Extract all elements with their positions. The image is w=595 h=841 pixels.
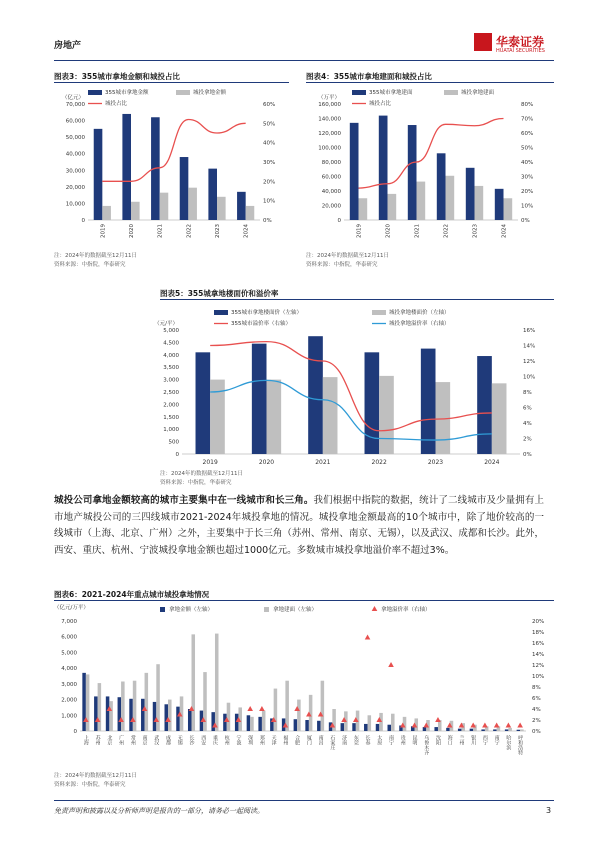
bar — [508, 728, 512, 731]
y-right-tick: 50% — [521, 145, 534, 152]
bar — [160, 193, 169, 220]
x-tick: 北京 — [106, 735, 113, 745]
bar — [252, 344, 267, 454]
y-left-tick: 0 — [81, 218, 85, 224]
bar — [434, 727, 438, 731]
bar — [188, 188, 197, 220]
x-tick: 无锡 — [176, 735, 183, 745]
x-tick: 哈尔滨 — [505, 735, 512, 750]
bar — [493, 729, 497, 731]
y-left-tick: 2,000 — [163, 402, 179, 409]
x-tick: 2023 — [215, 224, 221, 238]
sector-label: 房地产 — [54, 41, 82, 51]
bar — [129, 699, 133, 731]
bar — [237, 192, 246, 220]
bar — [250, 717, 254, 731]
legend-label: 拿地金额（左轴） — [169, 607, 214, 613]
x-tick: 2022 — [371, 459, 387, 466]
legend-swatch — [88, 90, 102, 95]
bar — [350, 123, 359, 220]
y-left-tick: 3,500 — [163, 365, 179, 372]
y-right-tick: 0% — [523, 452, 532, 458]
bar — [391, 714, 395, 731]
y-left-tick: 1,500 — [163, 414, 179, 421]
bar — [376, 724, 380, 731]
x-tick: 成都 — [165, 735, 172, 745]
y-right-tick: 60% — [263, 102, 276, 108]
legend-label: 355城市拿地楼面价（左轴） — [231, 310, 302, 316]
bar — [168, 700, 172, 731]
legend-swatch — [160, 607, 165, 612]
y-right-tick: 10% — [521, 203, 534, 210]
y-left-tick: 2,000 — [61, 697, 77, 704]
legend-swatch — [176, 90, 190, 95]
legend-swatch — [214, 310, 228, 315]
legend-label: 城投占比 — [369, 101, 392, 107]
y-right-tick: 60% — [521, 131, 534, 137]
y-right-tick: 40% — [521, 160, 534, 166]
bar — [305, 720, 309, 731]
bar — [153, 702, 157, 731]
legend-label: 355城市拿地建面 — [369, 90, 413, 96]
legend-label: 城投拿地金额 — [193, 90, 227, 96]
bar — [321, 681, 325, 731]
legend-label: 城投拿地建面 — [461, 90, 495, 96]
bar — [94, 696, 98, 731]
x-tick: 2022 — [186, 224, 193, 238]
bar — [417, 182, 426, 220]
y-right-tick: 14% — [532, 652, 545, 658]
bar — [82, 673, 86, 731]
y-right-tick: 0% — [532, 729, 541, 735]
y-left-tick: 80,000 — [321, 160, 341, 166]
bar — [145, 673, 149, 731]
legend-label: 城投拿地溢价率（右轴） — [389, 321, 450, 327]
y-right-tick: 10% — [532, 674, 545, 680]
unit-label: （万平） — [317, 95, 340, 101]
brand-logo — [474, 33, 558, 57]
legend-swatch — [372, 310, 386, 315]
bar — [423, 727, 427, 731]
x-tick: 南京 — [141, 735, 148, 745]
bar — [475, 186, 484, 220]
y-right-tick: 40% — [263, 140, 276, 147]
bar — [477, 356, 492, 454]
y-right-tick: 10% — [523, 374, 536, 381]
y-left-tick: 10,000 — [65, 201, 85, 208]
scatter-point — [247, 706, 253, 711]
bar — [86, 674, 90, 731]
x-tick: 西宁 — [481, 735, 488, 745]
y-left-tick: 40,000 — [65, 151, 85, 158]
unit-label: （亿元/万平） — [54, 605, 89, 611]
bar — [470, 729, 474, 731]
bar — [131, 202, 140, 220]
x-tick: 贵州 — [399, 735, 406, 745]
bar — [235, 714, 239, 731]
bar — [520, 729, 524, 731]
bar — [446, 176, 455, 220]
scatter-point — [435, 717, 441, 722]
bar — [217, 197, 226, 220]
x-tick: 广州 — [118, 735, 125, 745]
x-tick: 2020 — [385, 224, 392, 238]
bar — [446, 728, 450, 731]
y-right-tick: 12% — [532, 663, 545, 669]
fig6-note: 注：2024年的数据截至12月11日 — [54, 773, 137, 779]
x-tick: 南昌 — [317, 735, 324, 745]
bar — [109, 701, 113, 731]
y-right-tick: 10% — [263, 198, 276, 205]
x-tick: 合肥 — [294, 735, 301, 745]
legend-label: 355城市拿地金额 — [105, 90, 149, 96]
y-left-tick: 3,000 — [61, 681, 77, 688]
y-left-tick: 1,000 — [163, 427, 179, 434]
x-tick: 2019 — [202, 459, 218, 466]
y-left-tick: 160,000 — [318, 102, 341, 108]
fig4-chart — [306, 84, 554, 250]
legend-swatch — [372, 606, 378, 611]
legend-label: 拿地溢价率（右轴） — [381, 607, 431, 613]
bar — [421, 349, 436, 454]
x-tick: 苏州 — [94, 735, 101, 745]
x-tick: 2024 — [243, 224, 250, 238]
bar — [458, 729, 462, 731]
x-tick: 长沙 — [188, 735, 195, 745]
x-tick: 武汉 — [153, 735, 160, 745]
y-left-tick: 0 — [73, 729, 77, 735]
bar — [227, 703, 231, 731]
bar — [215, 634, 219, 731]
x-tick: 2023 — [427, 459, 444, 466]
x-tick: 2021 — [315, 459, 331, 466]
bar — [267, 380, 282, 454]
bar — [141, 699, 145, 731]
bar — [223, 714, 227, 731]
bar — [203, 672, 207, 731]
bar — [492, 383, 507, 454]
x-tick: 深圳 — [247, 735, 254, 745]
legend-swatch — [352, 90, 366, 95]
y-left-tick: 7,000 — [61, 619, 77, 625]
bar — [196, 352, 211, 454]
fig5-note: 注：2024年的数据截至12月11日 — [160, 471, 243, 477]
y-left-tick: 5,000 — [61, 650, 77, 657]
bar — [208, 169, 217, 220]
x-tick: 2019 — [100, 224, 107, 238]
x-tick: 2020 — [258, 459, 275, 466]
y-left-tick: 500 — [168, 439, 179, 446]
y-right-tick: 80% — [521, 102, 534, 108]
y-left-tick: 4,500 — [163, 340, 179, 347]
x-tick: 2021 — [157, 224, 164, 238]
x-tick: 东莞 — [352, 735, 359, 745]
y-right-tick: 14% — [523, 343, 536, 350]
y-right-tick: 6% — [523, 405, 532, 412]
bar — [437, 153, 446, 220]
y-left-tick: 40,000 — [321, 189, 341, 195]
bar — [341, 723, 345, 731]
y-left-tick: 100,000 — [318, 145, 341, 152]
brand-name: 华泰证券 — [496, 35, 545, 49]
y-left-tick: 3,000 — [163, 377, 179, 384]
x-tick: 呼和浩特 — [517, 735, 524, 755]
bar — [364, 724, 368, 731]
bar — [188, 709, 192, 731]
x-tick: 2019 — [356, 224, 363, 238]
bar — [98, 683, 102, 731]
fig5-chart — [150, 300, 554, 468]
bar — [481, 729, 485, 731]
x-tick: 天津 — [270, 735, 277, 745]
bar — [180, 157, 189, 220]
bar — [359, 198, 368, 220]
y-right-tick: 4% — [532, 707, 541, 713]
brand-mark-icon — [474, 33, 492, 51]
scatter-point — [365, 635, 371, 640]
bar — [258, 717, 262, 731]
bar — [294, 719, 298, 731]
fig4-rule — [306, 82, 554, 83]
bar — [274, 689, 278, 731]
x-tick: 2024 — [501, 224, 508, 238]
bar — [317, 721, 321, 731]
body-paragraph — [54, 493, 544, 559]
fig5-title: 图表5：355城拿地楼面价和溢价率 — [160, 289, 279, 298]
y-right-tick: 16% — [532, 641, 545, 647]
fig5-source: 资料来源：中指院，华泰研究 — [160, 480, 232, 486]
fig3-note: 注：2024年的数据截至12月11日 — [54, 253, 137, 259]
x-tick: 石家庄 — [329, 735, 336, 750]
x-tick: 2020 — [129, 224, 135, 238]
y-left-tick: 60,000 — [321, 174, 341, 181]
legend-label: 城投占比 — [105, 101, 128, 107]
y-left-tick: 60,000 — [65, 118, 85, 125]
x-tick: 2024 — [484, 459, 500, 466]
scatter-point — [259, 706, 265, 711]
y-left-tick: 6,000 — [61, 634, 77, 641]
y-right-tick: 70% — [521, 116, 534, 123]
bar — [505, 729, 509, 731]
x-tick: 福州 — [282, 735, 289, 745]
bar — [379, 116, 388, 220]
y-right-tick: 20% — [263, 179, 276, 186]
y-right-tick: 18% — [532, 630, 545, 636]
x-tick: 海口 — [446, 735, 453, 745]
y-right-tick: 8% — [532, 685, 541, 691]
brand-name-en: HUATAI SECURITIES — [496, 48, 545, 54]
y-left-tick: 30,000 — [65, 168, 85, 175]
x-tick: 银川 — [470, 735, 477, 745]
bar — [408, 125, 417, 220]
y-right-tick: 20% — [532, 619, 545, 625]
bar — [247, 715, 251, 731]
bar — [379, 376, 394, 454]
y-left-tick: 2,500 — [163, 390, 179, 396]
x-tick: 乌鲁木齐 — [423, 735, 430, 755]
fig4-note: 注：2024年的数据截至12月11日 — [306, 253, 389, 259]
bar — [352, 723, 356, 731]
y-right-tick: 4% — [523, 421, 532, 427]
y-left-tick: 20,000 — [321, 203, 341, 210]
bar — [211, 712, 215, 731]
y-right-tick: 30% — [263, 160, 276, 166]
x-tick: 常州 — [129, 735, 136, 745]
header-rule — [54, 60, 554, 61]
footer-disclaimer: 免责声明和披露以及分析师声明是报告的一部分，请务必一起阅读。 — [54, 807, 264, 815]
body-text: 我们根据中指院的数据，统计了二线城市及少量拥有上市地产城投公司的三四线城市2021-2024年城投拿地的情况。城投拿地金额最高的10个城市中，除了地价较高的一线城市（上海、北京、广州）之外，主要集中于长三角（苏州、常州、南京、无锡），以及武汉、成都和长沙。此外，西安、重庆、杭州、宁波城投拿地金额也超过1000亿元。多数城市城投拿地溢价率不超过3%。 — [54, 495, 544, 556]
bar — [466, 168, 475, 220]
unit-label: （亿元） — [61, 95, 84, 101]
bar — [121, 682, 125, 732]
legend-swatch — [264, 607, 269, 612]
scatter-point — [494, 723, 500, 728]
bar — [323, 377, 338, 454]
x-tick: 2023 — [472, 224, 479, 238]
x-tick: 郑州 — [258, 735, 265, 745]
bar — [388, 194, 397, 220]
y-right-tick: 6% — [532, 696, 541, 702]
x-tick: 太原 — [376, 735, 383, 745]
y-left-tick: 120,000 — [318, 131, 341, 137]
x-tick: 2022 — [443, 224, 450, 238]
bar — [133, 681, 137, 731]
scatter-point — [482, 723, 488, 728]
x-tick: 杭州 — [223, 735, 230, 745]
bar — [308, 336, 323, 454]
legend-label: 拿地建面（左轴） — [273, 607, 318, 613]
y-left-tick: 0 — [175, 452, 179, 458]
y-left-tick: 50,000 — [65, 135, 85, 142]
footer-rule — [54, 800, 554, 801]
x-tick: 宁波 — [235, 735, 242, 745]
bar — [102, 206, 111, 220]
x-tick: 厦门 — [305, 735, 312, 745]
y-right-tick: 2% — [532, 718, 541, 724]
fig4-title: 图表4：355城市拿地建面和城投占比 — [306, 72, 432, 81]
y-right-tick: 30% — [521, 174, 534, 181]
x-tick: 2021 — [414, 224, 421, 238]
fig3-rule — [54, 82, 289, 83]
x-tick: 重庆 — [211, 735, 218, 745]
x-tick: 昆明 — [411, 735, 418, 745]
x-tick: 济南 — [341, 735, 348, 745]
bar — [122, 114, 131, 220]
fig3-title: 图表3：355城市拿地金额和城投占比 — [54, 72, 180, 81]
bar — [517, 730, 521, 731]
fig3-source: 资料来源：中指院，华泰研究 — [54, 262, 126, 268]
y-right-tick: 16% — [523, 328, 536, 334]
y-right-tick: 0% — [521, 218, 530, 224]
y-right-tick: 20% — [521, 189, 534, 195]
x-tick: 上海 — [82, 735, 89, 745]
x-tick: 兰州 — [458, 735, 465, 745]
bar — [495, 189, 504, 220]
bar — [94, 129, 103, 220]
y-left-tick: 20,000 — [65, 184, 85, 191]
bar — [106, 696, 110, 731]
x-tick: 长春 — [364, 735, 371, 745]
y-left-tick: 0 — [337, 218, 341, 224]
bar — [192, 634, 196, 731]
scatter-point — [517, 723, 523, 728]
y-right-tick: 0% — [263, 218, 272, 224]
bar — [368, 715, 372, 731]
x-tick: 南宁 — [493, 735, 500, 745]
bar — [176, 707, 180, 731]
y-left-tick: 70,000 — [65, 102, 85, 108]
fig6-source: 资料来源：中指院，华泰研究 — [54, 782, 126, 788]
x-tick: 沈阳 — [434, 735, 441, 745]
bar — [246, 206, 255, 220]
y-right-tick: 12% — [523, 359, 536, 365]
y-right-tick: 2% — [523, 436, 532, 443]
unit-label: （元/平） — [154, 321, 178, 327]
legend-label: 355城市溢价率（右轴） — [231, 321, 291, 327]
scatter-point — [388, 662, 394, 667]
y-left-tick: 1,000 — [61, 713, 77, 720]
legend-swatch — [444, 90, 458, 95]
bar — [118, 697, 122, 731]
bar — [297, 700, 301, 731]
fig3-chart — [54, 84, 294, 250]
legend-label: 城投拿地楼面价（左轴） — [389, 310, 450, 316]
bar — [504, 198, 513, 220]
bar — [262, 711, 266, 731]
body-lead: 城投公司拿地金额较高的城市主要集中在一线城市和长三角。 — [54, 495, 314, 506]
bar — [388, 725, 392, 731]
x-tick: 南宁 — [388, 735, 395, 745]
y-right-tick: 8% — [523, 390, 532, 396]
y-left-tick: 140,000 — [318, 116, 341, 123]
fig4-source: 资料来源：中指院，华泰研究 — [306, 262, 378, 268]
fig6-title: 图表6：2021-2024年重点城市城投拿地情况 — [54, 590, 210, 599]
y-left-tick: 5,000 — [163, 328, 179, 334]
bar — [332, 709, 336, 731]
scatter-point — [506, 723, 512, 728]
y-right-tick: 50% — [263, 121, 276, 128]
x-tick: 西安 — [200, 735, 207, 745]
fig6-chart — [54, 601, 554, 769]
page-number: 3 — [546, 806, 552, 815]
y-left-tick: 4,000 — [61, 666, 77, 673]
bar — [165, 704, 169, 731]
y-left-tick: 4,000 — [163, 352, 179, 359]
